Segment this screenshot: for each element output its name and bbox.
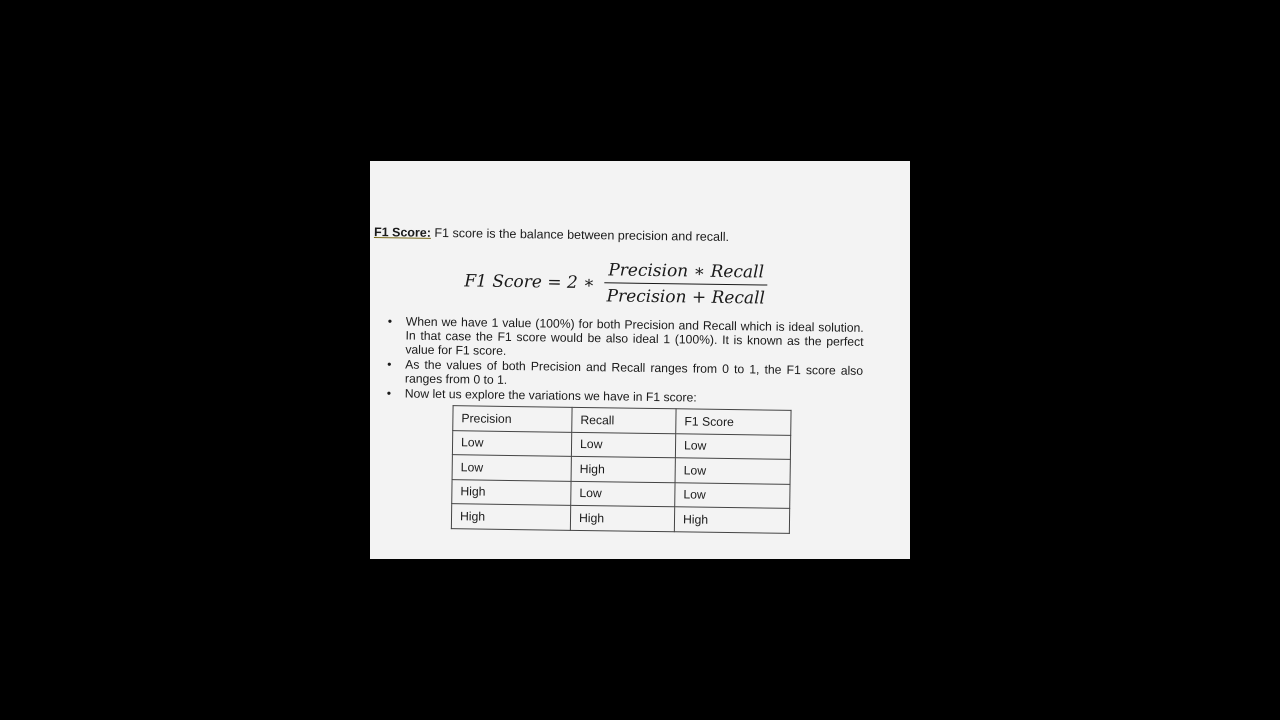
header-f1-score: F1 Score xyxy=(676,409,791,435)
bullet-icon: • xyxy=(386,386,392,401)
table-cell: High xyxy=(571,456,675,482)
table-cell: High xyxy=(451,504,570,530)
document-page xyxy=(370,161,910,559)
intro-line xyxy=(374,225,729,244)
formula-lhs: F1 Score = 2 ∗ xyxy=(464,271,595,294)
table-cell: High xyxy=(674,507,789,533)
table-cell: High xyxy=(452,479,571,505)
bullet-icon: • xyxy=(387,357,392,372)
table-cell: Low xyxy=(675,458,790,484)
table-cell: Low xyxy=(675,482,790,508)
table-cell: Low xyxy=(571,432,675,458)
bullet-text: As the values of both Precision and Recall ranges from 0 to 1, the F1 score also ranges from 0 to 1. xyxy=(404,357,864,387)
table-cell: Low xyxy=(452,455,571,481)
table-row xyxy=(451,504,789,533)
formula-denominator: Precision + Recall xyxy=(606,286,766,309)
f1-score-heading: F1 Score: xyxy=(373,225,432,240)
intro-text: F1 score is the balance between precision and recall. xyxy=(430,225,730,245)
table-cell: High xyxy=(570,505,674,531)
header-precision: Precision xyxy=(453,406,572,432)
bullet-text: When we have 1 value (100%) for both Precision and Recall which is ideal solution. In that case the F1 score would be also ideal 1 (100%). It is known as the perfect value for F1 score. xyxy=(405,314,864,358)
page-content xyxy=(370,161,910,559)
bullet-icon: • xyxy=(387,314,393,329)
f1-formula xyxy=(464,258,767,308)
header-recall: Recall xyxy=(572,407,676,433)
table-cell: Low xyxy=(452,430,571,456)
bullet-list xyxy=(387,314,864,408)
bullet-item xyxy=(387,314,864,363)
formula-numerator: Precision ∗ Recall xyxy=(608,260,765,283)
f1-variations-table xyxy=(451,405,792,533)
formula-fraction xyxy=(604,260,767,308)
table-cell: Low xyxy=(571,481,675,507)
table-cell: Low xyxy=(675,433,790,459)
bullet-text: Now let us explore the variations we have in F1 score: xyxy=(404,386,697,405)
